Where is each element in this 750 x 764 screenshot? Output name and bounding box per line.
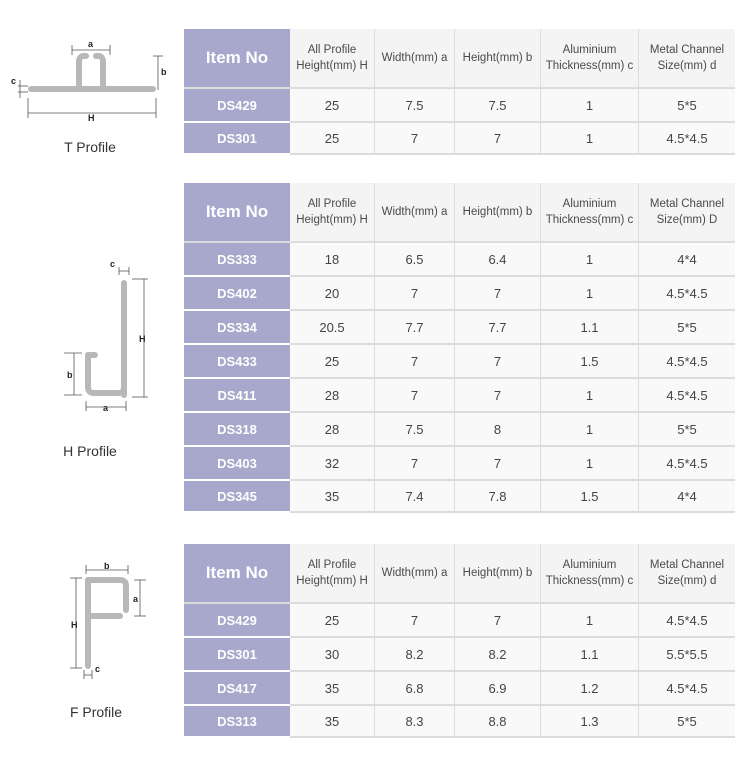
dim-label-a: a <box>133 594 139 604</box>
item-no-cell: DS301 <box>184 638 290 672</box>
header-height: Height(mm) b <box>455 29 541 89</box>
cell-thickness: 1.2 <box>541 672 639 706</box>
cell-profile-height: 32 <box>290 447 375 481</box>
cell-height: 8.2 <box>455 638 541 672</box>
cell-profile-height: 30 <box>290 638 375 672</box>
cell-height: 7 <box>455 379 541 413</box>
table-row <box>184 604 735 638</box>
table-row <box>184 481 735 513</box>
cell-width: 6.8 <box>375 672 455 706</box>
cell-width: 7 <box>375 604 455 638</box>
cell-width: 8.3 <box>375 706 455 738</box>
cell-channel-size: 4.5*4.5 <box>639 447 735 481</box>
cell-profile-height: 20.5 <box>290 311 375 345</box>
dim-label-c: c <box>95 664 101 674</box>
h-profile-diagram <box>0 255 180 425</box>
cell-thickness: 1.3 <box>541 706 639 738</box>
item-no-cell: DS301 <box>184 123 290 155</box>
cell-width: 7 <box>375 123 455 155</box>
cell-width: 7.5 <box>375 413 455 447</box>
cell-thickness: 1.1 <box>541 638 639 672</box>
cell-channel-size: 4*4 <box>639 481 735 513</box>
cell-profile-height: 25 <box>290 345 375 379</box>
f-profile-diagram <box>0 558 180 688</box>
item-no-cell: DS318 <box>184 413 290 447</box>
header-profile-height: All Profile Height(mm) H <box>290 544 375 604</box>
t-profile-drawing <box>0 0 180 130</box>
cell-profile-height: 18 <box>290 243 375 277</box>
item-no-cell: DS334 <box>184 311 290 345</box>
cell-thickness: 1.5 <box>541 481 639 513</box>
cell-profile-height: 35 <box>290 672 375 706</box>
header-width: Width(mm) a <box>375 29 455 89</box>
cell-channel-size: 5.5*5.5 <box>639 638 735 672</box>
table-header-row <box>184 29 735 89</box>
item-no-cell: DS417 <box>184 672 290 706</box>
cell-channel-size: 4.5*4.5 <box>639 604 735 638</box>
cell-profile-height: 20 <box>290 277 375 311</box>
table-header-row <box>184 183 735 243</box>
f-profile-spec-table <box>184 544 735 738</box>
header-height: Height(mm) b <box>455 183 541 243</box>
item-no-cell: DS429 <box>184 604 290 638</box>
cell-width: 8.2 <box>375 638 455 672</box>
cell-thickness: 1 <box>541 604 639 638</box>
cell-channel-size: 4*4 <box>639 243 735 277</box>
cell-width: 6.5 <box>375 243 455 277</box>
cell-height: 6.9 <box>455 672 541 706</box>
cell-width: 7 <box>375 379 455 413</box>
dim-label-a: a <box>88 39 94 49</box>
cell-thickness: 1 <box>541 277 639 311</box>
header-width: Width(mm) a <box>375 183 455 243</box>
cell-width: 7.5 <box>375 89 455 123</box>
header-item-no: Item No <box>184 183 290 243</box>
cell-width: 7 <box>375 447 455 481</box>
cell-channel-size: 5*5 <box>639 89 735 123</box>
cell-channel-size: 5*5 <box>639 311 735 345</box>
item-no-cell: DS402 <box>184 277 290 311</box>
dim-label-b: b <box>104 561 110 571</box>
item-no-cell: DS411 <box>184 379 290 413</box>
cell-thickness: 1 <box>541 89 639 123</box>
t-profile-diagram <box>0 0 180 160</box>
dim-label-H: H <box>139 334 146 344</box>
table-row <box>184 311 735 345</box>
dim-label-a: a <box>103 403 109 413</box>
h-profile-title: H Profile <box>63 443 117 459</box>
table-row <box>184 277 735 311</box>
item-no-cell: DS433 <box>184 345 290 379</box>
table-row <box>184 638 735 672</box>
f-profile-drawing <box>0 558 180 688</box>
table-row <box>184 243 735 277</box>
cell-thickness: 1.1 <box>541 311 639 345</box>
cell-channel-size: 4.5*4.5 <box>639 277 735 311</box>
cell-profile-height: 25 <box>290 89 375 123</box>
dim-label-c: c <box>11 76 17 86</box>
dim-label-b: b <box>161 67 167 77</box>
cell-thickness: 1 <box>541 243 639 277</box>
dim-label-H: H <box>71 620 78 630</box>
dim-label-c: c <box>110 259 116 269</box>
cell-height: 7 <box>455 604 541 638</box>
t-profile-title: T Profile <box>64 139 116 155</box>
cell-thickness: 1 <box>541 447 639 481</box>
f-profile-title: F Profile <box>69 704 123 720</box>
item-no-cell: DS345 <box>184 481 290 513</box>
cell-profile-height: 25 <box>290 604 375 638</box>
cell-height: 7 <box>455 277 541 311</box>
header-item-no: Item No <box>184 29 290 89</box>
dim-label-b: b <box>67 370 73 380</box>
cell-width: 7 <box>375 345 455 379</box>
cell-width: 7.4 <box>375 481 455 513</box>
cell-height: 7 <box>455 447 541 481</box>
h-profile-drawing <box>0 255 180 425</box>
cell-height: 7 <box>455 345 541 379</box>
header-thickness: Aluminium Thickness(mm) c <box>541 544 639 604</box>
cell-profile-height: 35 <box>290 481 375 513</box>
cell-thickness: 1.5 <box>541 345 639 379</box>
header-item-no: Item No <box>184 544 290 604</box>
cell-channel-size: 4.5*4.5 <box>639 672 735 706</box>
item-no-cell: DS403 <box>184 447 290 481</box>
table-header-row <box>184 544 735 604</box>
header-channel-size: Metal Channel Size(mm) D <box>639 183 735 243</box>
header-profile-height: All Profile Height(mm) H <box>290 29 375 89</box>
table-row <box>184 413 735 447</box>
header-thickness: Aluminium Thickness(mm) c <box>541 183 639 243</box>
table-row <box>184 706 735 738</box>
cell-channel-size: 5*5 <box>639 413 735 447</box>
table-row <box>184 447 735 481</box>
table-row <box>184 123 735 155</box>
cell-thickness: 1 <box>541 413 639 447</box>
cell-height: 8.8 <box>455 706 541 738</box>
header-profile-height: All Profile Height(mm) H <box>290 183 375 243</box>
cell-height: 8 <box>455 413 541 447</box>
cell-channel-size: 5*5 <box>639 706 735 738</box>
table-row <box>184 345 735 379</box>
cell-height: 7.8 <box>455 481 541 513</box>
cell-height: 7.5 <box>455 89 541 123</box>
header-channel-size: Metal Channel Size(mm) d <box>639 29 735 89</box>
cell-channel-size: 4.5*4.5 <box>639 345 735 379</box>
cell-thickness: 1 <box>541 123 639 155</box>
cell-height: 6.4 <box>455 243 541 277</box>
cell-width: 7.7 <box>375 311 455 345</box>
cell-profile-height: 35 <box>290 706 375 738</box>
cell-height: 7 <box>455 123 541 155</box>
header-width: Width(mm) a <box>375 544 455 604</box>
header-height: Height(mm) b <box>455 544 541 604</box>
dim-label-H: H <box>88 113 95 123</box>
cell-profile-height: 25 <box>290 123 375 155</box>
header-channel-size: Metal Channel Size(mm) d <box>639 544 735 604</box>
cell-profile-height: 28 <box>290 379 375 413</box>
cell-height: 7.7 <box>455 311 541 345</box>
table-row <box>184 379 735 413</box>
h-profile-spec-table <box>184 183 735 513</box>
cell-thickness: 1 <box>541 379 639 413</box>
header-thickness: Aluminium Thickness(mm) c <box>541 29 639 89</box>
t-profile-spec-table <box>184 29 735 155</box>
table-row <box>184 672 735 706</box>
cell-profile-height: 28 <box>290 413 375 447</box>
table-row <box>184 89 735 123</box>
cell-channel-size: 4.5*4.5 <box>639 123 735 155</box>
item-no-cell: DS313 <box>184 706 290 738</box>
item-no-cell: DS429 <box>184 89 290 123</box>
cell-width: 7 <box>375 277 455 311</box>
cell-channel-size: 4.5*4.5 <box>639 379 735 413</box>
item-no-cell: DS333 <box>184 243 290 277</box>
